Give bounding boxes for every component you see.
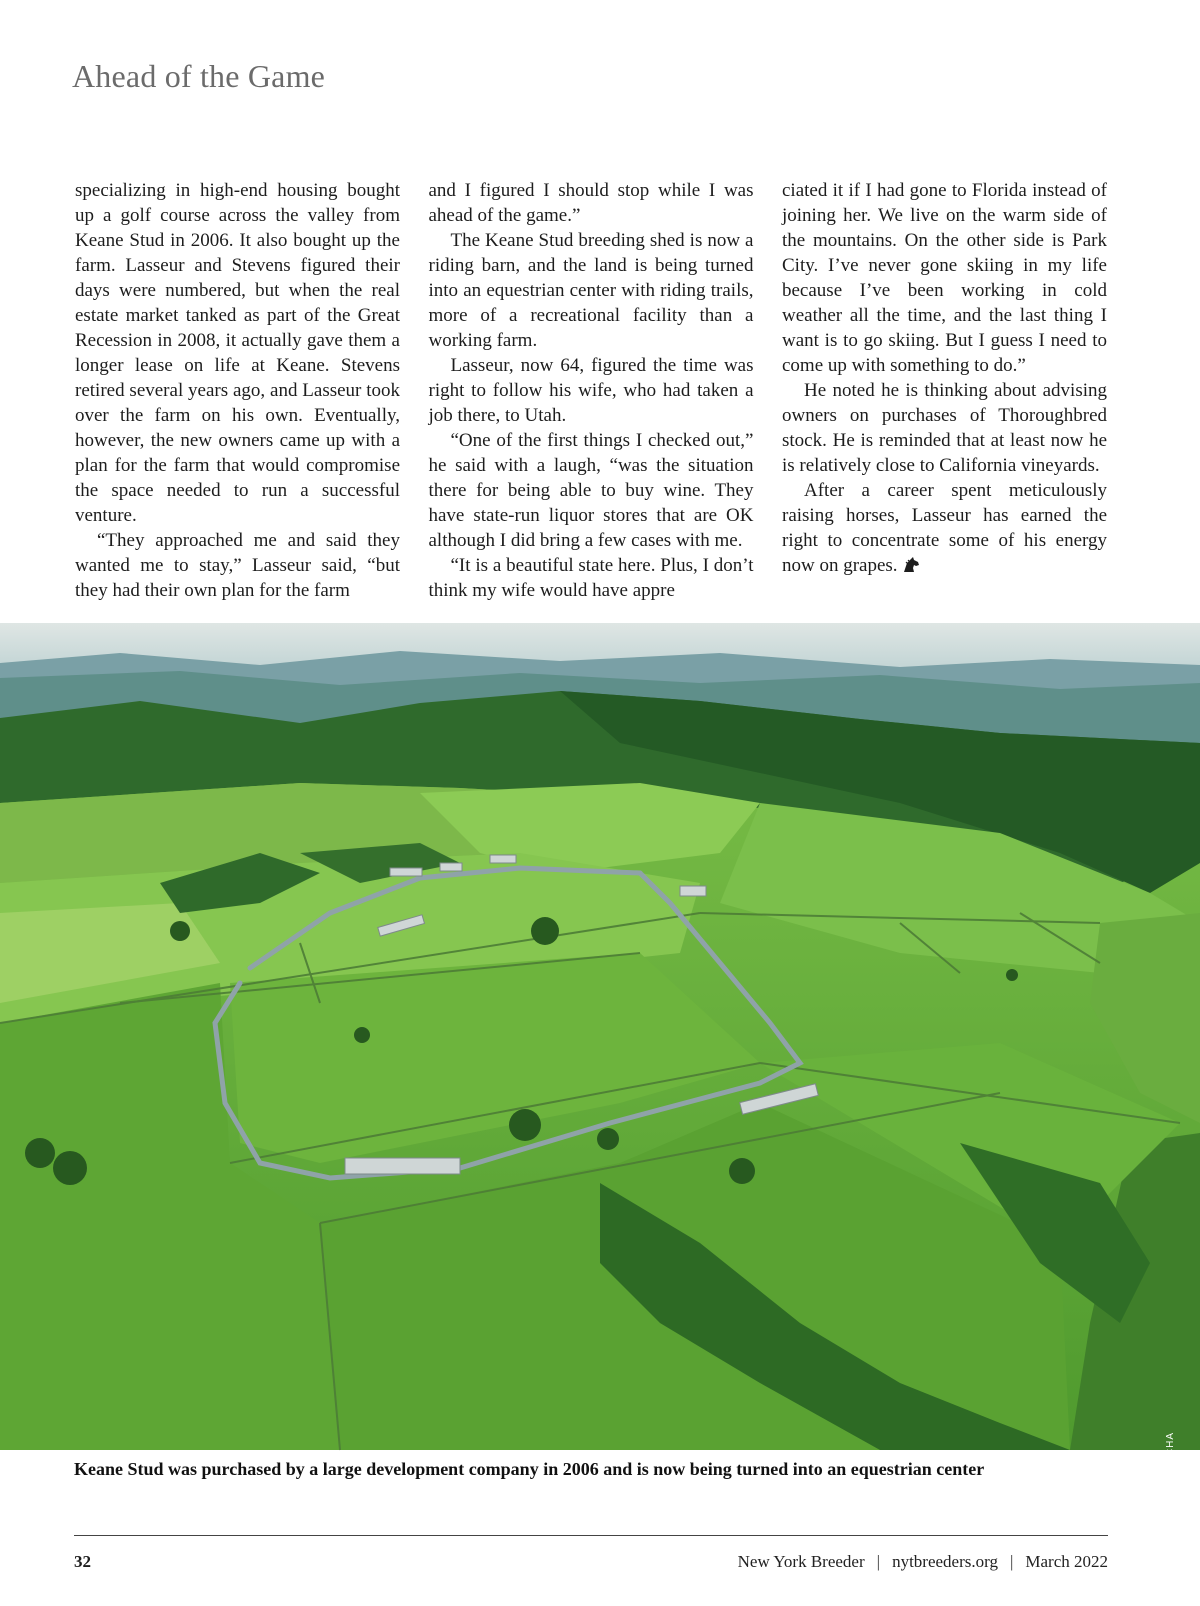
farm-landscape-image bbox=[0, 623, 1200, 1450]
paragraph: “It is a beautiful state here. Plus, I don’t think my wife would have appre bbox=[428, 555, 754, 601]
paragraph: ciated it if I had gone to Florida instead of joining her. We live on the warm side of the mountains. On the other side is Park City. I’ve never gone skiing in my life because I’ve been working in cold weather all the time, and the last thing I want is to go skiing. But I guess I need to come up with something to do.” bbox=[782, 180, 1107, 376]
footer-separator: | bbox=[1009, 1552, 1014, 1571]
publication-name: New York Breeder bbox=[737, 1552, 865, 1571]
article-column-3 bbox=[782, 178, 1107, 603]
paragraph: “They approached me and said they wanted me to stay,” Lasseur said, “but they had their own plan for the farm bbox=[75, 530, 400, 601]
article-column-1 bbox=[75, 178, 400, 603]
section-title: Ahead of the Game bbox=[72, 58, 326, 94]
final-paragraph-text: After a career spent meticulously raising horses, Lasseur has earned the right to concentrate some of his energy now on grapes. bbox=[782, 480, 1107, 576]
page-number: 32 bbox=[74, 1552, 91, 1571]
publication-website: nytbreeders.org bbox=[892, 1552, 998, 1571]
horse-head-icon bbox=[902, 557, 920, 573]
photo-credit: P. WALOCHA bbox=[1165, 1432, 1176, 1504]
article-column-2 bbox=[429, 178, 754, 603]
footer-separator: | bbox=[876, 1552, 881, 1571]
paragraph: Lasseur, now 64, figured the time was right to follow his wife, who had taken a job there, to Utah. bbox=[428, 355, 754, 426]
footer-divider bbox=[74, 1535, 1108, 1536]
paragraph bbox=[782, 478, 1107, 578]
paragraph: He noted he is thinking about advising owners on purchases of Thoroughbred stock. He is reminded that at least now he is relatively close to California vineyards. bbox=[782, 380, 1107, 476]
paragraph: The Keane Stud breeding shed is now a riding barn, and the land is being turned into an equestrian center with riding trails, more of a recreational facility than a working farm. bbox=[428, 230, 754, 351]
article-body bbox=[75, 178, 1107, 603]
issue-date: March 2022 bbox=[1025, 1552, 1108, 1571]
footer-publication-info bbox=[738, 1552, 1108, 1572]
paragraph: specializing in high-end housing bought up a golf course across the valley from Keane Stud in 2006. It also bought up the farm. Lasseur and Stevens figured their days were numbered, but when the real estate market tanked as part of the Great Recession in 2008, it actually gave them a longer lease on life at Keane. Stevens retired several years ago, and Lasseur took over the farm on his own. Eventually, however, the new owners came up with a plan for the farm that would compromise the space needed to run a successful venture. bbox=[75, 180, 400, 526]
paragraph: “One of the first things I checked out,” he said with a laugh, “was the situation there for being able to buy wine. They have state-run liquor stores that are OK although I did bring a few cases with me. bbox=[428, 430, 754, 551]
paragraph: and I figured I should stop while I was ahead of the game.” bbox=[428, 180, 754, 226]
photo-caption: Keane Stud was purchased by a large development company in 2006 and is now being turned into an equestrian center bbox=[74, 1459, 985, 1479]
